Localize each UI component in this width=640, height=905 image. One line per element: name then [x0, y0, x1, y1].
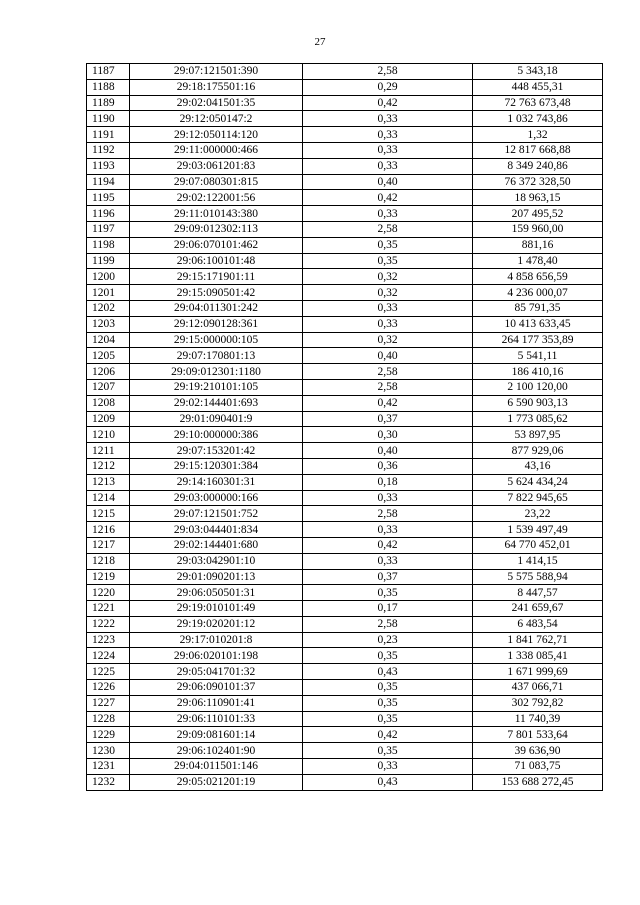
value-cell: 1 414,15	[473, 553, 603, 569]
table-row	[87, 569, 603, 585]
coefficient-cell: 0,23	[303, 632, 473, 648]
cadastral-number-cell: 29:06:110901:41	[130, 695, 303, 711]
table-row	[87, 695, 603, 711]
value-cell: 43,16	[473, 458, 603, 474]
coefficient-cell: 0,17	[303, 601, 473, 617]
coefficient-cell: 2,58	[303, 506, 473, 522]
table-row	[87, 632, 603, 648]
table-row	[87, 427, 603, 443]
value-cell: 1 338 085,41	[473, 648, 603, 664]
table-row	[87, 127, 603, 143]
table-row	[87, 379, 603, 395]
cadastral-number-cell: 29:05:041701:32	[130, 664, 303, 680]
coefficient-cell: 0,40	[303, 348, 473, 364]
value-cell: 881,16	[473, 237, 603, 253]
value-cell: 264 177 353,89	[473, 332, 603, 348]
table-row	[87, 727, 603, 743]
cadastral-number-cell: 29:02:144401:680	[130, 537, 303, 553]
cadastral-number-cell: 29:02:041501:35	[130, 95, 303, 111]
cadastral-number-cell: 29:14:160301:31	[130, 474, 303, 490]
row-number-cell: 1231	[87, 759, 130, 775]
coefficient-cell: 0,37	[303, 569, 473, 585]
table-row	[87, 316, 603, 332]
row-number-cell: 1230	[87, 743, 130, 759]
cadastral-number-cell: 29:19:020201:12	[130, 616, 303, 632]
table-row	[87, 680, 603, 696]
row-number-cell: 1192	[87, 142, 130, 158]
cadastral-number-cell: 29:12:050114:120	[130, 127, 303, 143]
row-number-cell: 1221	[87, 601, 130, 617]
value-cell: 76 372 328,50	[473, 174, 603, 190]
table-row	[87, 206, 603, 222]
table-row	[87, 601, 603, 617]
cadastral-number-cell: 29:07:080301:815	[130, 174, 303, 190]
row-number-cell: 1191	[87, 127, 130, 143]
value-cell: 53 897,95	[473, 427, 603, 443]
value-cell: 6 483,54	[473, 616, 603, 632]
row-number-cell: 1223	[87, 632, 130, 648]
value-cell: 437 066,71	[473, 680, 603, 696]
table-row	[87, 348, 603, 364]
coefficient-cell: 0,32	[303, 332, 473, 348]
coefficient-cell: 0,43	[303, 774, 473, 790]
table-row	[87, 648, 603, 664]
value-cell: 241 659,67	[473, 601, 603, 617]
row-number-cell: 1200	[87, 269, 130, 285]
row-number-cell: 1209	[87, 411, 130, 427]
value-cell: 7 822 945,65	[473, 490, 603, 506]
coefficient-cell: 0,40	[303, 174, 473, 190]
cadastral-number-cell: 29:12:090128:361	[130, 316, 303, 332]
row-number-cell: 1229	[87, 727, 130, 743]
table-row	[87, 585, 603, 601]
row-number-cell: 1196	[87, 206, 130, 222]
table-row	[87, 142, 603, 158]
cadastral-number-cell: 29:05:021201:19	[130, 774, 303, 790]
coefficient-cell: 0,33	[303, 300, 473, 316]
value-cell: 64 770 452,01	[473, 537, 603, 553]
value-cell: 5 541,11	[473, 348, 603, 364]
coefficient-cell: 0,33	[303, 490, 473, 506]
table-row	[87, 221, 603, 237]
cadastral-number-cell: 29:15:171901:11	[130, 269, 303, 285]
cadastral-number-cell: 29:07:121501:752	[130, 506, 303, 522]
cadastral-number-cell: 29:02:144401:693	[130, 395, 303, 411]
row-number-cell: 1201	[87, 285, 130, 301]
table-row	[87, 616, 603, 632]
value-cell: 4 858 656,59	[473, 269, 603, 285]
coefficient-cell: 0,33	[303, 553, 473, 569]
table-row	[87, 64, 603, 80]
coefficient-cell: 0,40	[303, 443, 473, 459]
cadastral-number-cell: 29:15:090501:42	[130, 285, 303, 301]
row-number-cell: 1218	[87, 553, 130, 569]
coefficient-cell: 0,35	[303, 253, 473, 269]
coefficient-cell: 0,33	[303, 158, 473, 174]
row-number-cell: 1225	[87, 664, 130, 680]
cadastral-number-cell: 29:10:000000:386	[130, 427, 303, 443]
value-cell: 877 929,06	[473, 443, 603, 459]
table-row	[87, 443, 603, 459]
row-number-cell: 1228	[87, 711, 130, 727]
row-number-cell: 1205	[87, 348, 130, 364]
row-number-cell: 1202	[87, 300, 130, 316]
coefficient-cell: 0,35	[303, 743, 473, 759]
coefficient-cell: 0,42	[303, 727, 473, 743]
value-cell: 4 236 000,07	[473, 285, 603, 301]
coefficient-cell: 0,33	[303, 316, 473, 332]
table-row	[87, 664, 603, 680]
cadastral-number-cell: 29:03:000000:166	[130, 490, 303, 506]
row-number-cell: 1194	[87, 174, 130, 190]
row-number-cell: 1213	[87, 474, 130, 490]
value-cell: 5 624 434,24	[473, 474, 603, 490]
cadastral-number-cell: 29:06:102401:90	[130, 743, 303, 759]
cadastral-number-cell: 29:15:120301:384	[130, 458, 303, 474]
cadastral-number-cell: 29:18:175501:16	[130, 79, 303, 95]
value-cell: 159 960,00	[473, 221, 603, 237]
coefficient-cell: 0,18	[303, 474, 473, 490]
cadastral-number-cell: 29:11:010143:380	[130, 206, 303, 222]
row-number-cell: 1216	[87, 522, 130, 538]
value-cell: 448 455,31	[473, 79, 603, 95]
table-row	[87, 285, 603, 301]
coefficient-cell: 0,30	[303, 427, 473, 443]
table-row	[87, 111, 603, 127]
cadastral-number-cell: 29:09:012302:113	[130, 221, 303, 237]
value-cell: 1 671 999,69	[473, 664, 603, 680]
table-row	[87, 506, 603, 522]
table-row	[87, 174, 603, 190]
table-row	[87, 458, 603, 474]
table-row	[87, 158, 603, 174]
cadastral-number-cell: 29:01:090201:13	[130, 569, 303, 585]
value-cell: 186 410,16	[473, 364, 603, 380]
value-cell: 8 349 240,86	[473, 158, 603, 174]
table-row	[87, 395, 603, 411]
coefficient-cell: 0,43	[303, 664, 473, 680]
cadastral-number-cell: 29:11:000000:466	[130, 142, 303, 158]
cadastral-number-cell: 29:06:110101:33	[130, 711, 303, 727]
coefficient-cell: 2,58	[303, 616, 473, 632]
coefficient-cell: 0,33	[303, 206, 473, 222]
coefficient-cell: 0,42	[303, 537, 473, 553]
value-cell: 153 688 272,45	[473, 774, 603, 790]
row-number-cell: 1208	[87, 395, 130, 411]
row-number-cell: 1232	[87, 774, 130, 790]
row-number-cell: 1217	[87, 537, 130, 553]
cadastral-number-cell: 29:06:050501:31	[130, 585, 303, 601]
table-row	[87, 253, 603, 269]
cadastral-number-cell: 29:06:100101:48	[130, 253, 303, 269]
value-cell: 7 801 533,64	[473, 727, 603, 743]
row-number-cell: 1210	[87, 427, 130, 443]
coefficient-cell: 0,36	[303, 458, 473, 474]
value-cell: 1 773 085,62	[473, 411, 603, 427]
row-number-cell: 1189	[87, 95, 130, 111]
table-row	[87, 553, 603, 569]
value-cell: 12 817 668,88	[473, 142, 603, 158]
coefficient-cell: 0,42	[303, 95, 473, 111]
coefficient-cell: 0,33	[303, 127, 473, 143]
table-row	[87, 269, 603, 285]
value-cell: 207 495,52	[473, 206, 603, 222]
row-number-cell: 1190	[87, 111, 130, 127]
row-number-cell: 1219	[87, 569, 130, 585]
coefficient-cell: 2,58	[303, 221, 473, 237]
row-number-cell: 1204	[87, 332, 130, 348]
row-number-cell: 1198	[87, 237, 130, 253]
row-number-cell: 1203	[87, 316, 130, 332]
cadastral-number-cell: 29:02:122001:56	[130, 190, 303, 206]
value-cell: 1 032 743,86	[473, 111, 603, 127]
row-number-cell: 1193	[87, 158, 130, 174]
row-number-cell: 1207	[87, 379, 130, 395]
coefficient-cell: 0,35	[303, 680, 473, 696]
row-number-cell: 1195	[87, 190, 130, 206]
coefficient-cell: 0,35	[303, 711, 473, 727]
cadastral-value-table	[86, 63, 603, 791]
table-row	[87, 364, 603, 380]
row-number-cell: 1227	[87, 695, 130, 711]
cadastral-number-cell: 29:04:011301:242	[130, 300, 303, 316]
value-cell: 85 791,35	[473, 300, 603, 316]
value-cell: 1,32	[473, 127, 603, 143]
cadastral-number-cell: 29:01:090401:9	[130, 411, 303, 427]
value-cell: 1 478,40	[473, 253, 603, 269]
value-cell: 5 575 588,94	[473, 569, 603, 585]
coefficient-cell: 0,29	[303, 79, 473, 95]
value-cell: 2 100 120,00	[473, 379, 603, 395]
value-cell: 18 963,15	[473, 190, 603, 206]
table-row	[87, 300, 603, 316]
row-number-cell: 1220	[87, 585, 130, 601]
value-cell: 71 083,75	[473, 759, 603, 775]
coefficient-cell: 0,35	[303, 585, 473, 601]
cadastral-number-cell: 29:09:081601:14	[130, 727, 303, 743]
row-number-cell: 1206	[87, 364, 130, 380]
value-cell: 23,22	[473, 506, 603, 522]
table-row	[87, 537, 603, 553]
row-number-cell: 1212	[87, 458, 130, 474]
coefficient-cell: 0,33	[303, 522, 473, 538]
table-row	[87, 332, 603, 348]
row-number-cell: 1226	[87, 680, 130, 696]
coefficient-cell: 0,42	[303, 395, 473, 411]
cadastral-number-cell: 29:19:210101:105	[130, 379, 303, 395]
table-row	[87, 774, 603, 790]
coefficient-cell: 0,33	[303, 111, 473, 127]
row-number-cell: 1222	[87, 616, 130, 632]
coefficient-cell: 0,32	[303, 285, 473, 301]
cadastral-number-cell: 29:04:011501:146	[130, 759, 303, 775]
table-row	[87, 95, 603, 111]
coefficient-cell: 2,58	[303, 364, 473, 380]
cadastral-number-cell: 29:17:010201:8	[130, 632, 303, 648]
cadastral-number-cell: 29:03:061201:83	[130, 158, 303, 174]
cadastral-number-cell: 29:12:050147:2	[130, 111, 303, 127]
cadastral-number-cell: 29:07:153201:42	[130, 443, 303, 459]
value-cell: 1 841 762,71	[473, 632, 603, 648]
coefficient-cell: 0,35	[303, 237, 473, 253]
table-row	[87, 522, 603, 538]
cadastral-number-cell: 29:06:090101:37	[130, 680, 303, 696]
table-row	[87, 237, 603, 253]
coefficient-cell: 2,58	[303, 64, 473, 80]
table-row	[87, 411, 603, 427]
coefficient-cell: 0,33	[303, 759, 473, 775]
coefficient-cell: 0,35	[303, 648, 473, 664]
cadastral-number-cell: 29:07:121501:390	[130, 64, 303, 80]
row-number-cell: 1211	[87, 443, 130, 459]
table-body	[87, 64, 603, 791]
row-number-cell: 1214	[87, 490, 130, 506]
table-row	[87, 711, 603, 727]
table-row	[87, 759, 603, 775]
coefficient-cell: 0,33	[303, 142, 473, 158]
row-number-cell: 1224	[87, 648, 130, 664]
table-row	[87, 190, 603, 206]
table-row	[87, 490, 603, 506]
table-row	[87, 474, 603, 490]
value-cell: 1 539 497,49	[473, 522, 603, 538]
cadastral-number-cell: 29:06:020101:198	[130, 648, 303, 664]
value-cell: 302 792,82	[473, 695, 603, 711]
cadastral-number-cell: 29:06:070101:462	[130, 237, 303, 253]
coefficient-cell: 0,42	[303, 190, 473, 206]
coefficient-cell: 0,35	[303, 695, 473, 711]
coefficient-cell: 0,32	[303, 269, 473, 285]
value-cell: 5 343,18	[473, 64, 603, 80]
cadastral-number-cell: 29:03:044401:834	[130, 522, 303, 538]
cadastral-number-cell: 29:07:170801:13	[130, 348, 303, 364]
row-number-cell: 1197	[87, 221, 130, 237]
value-cell: 8 447,57	[473, 585, 603, 601]
cadastral-number-cell: 29:19:010101:49	[130, 601, 303, 617]
coefficient-cell: 2,58	[303, 379, 473, 395]
row-number-cell: 1187	[87, 64, 130, 80]
cadastral-number-cell: 29:09:012301:1180	[130, 364, 303, 380]
value-cell: 39 636,90	[473, 743, 603, 759]
cadastral-number-cell: 29:03:042901:10	[130, 553, 303, 569]
page-number: 27	[314, 36, 326, 48]
value-cell: 72 763 673,48	[473, 95, 603, 111]
coefficient-cell: 0,37	[303, 411, 473, 427]
table-row	[87, 743, 603, 759]
row-number-cell: 1199	[87, 253, 130, 269]
value-cell: 6 590 903,13	[473, 395, 603, 411]
cadastral-number-cell: 29:15:000000:105	[130, 332, 303, 348]
row-number-cell: 1188	[87, 79, 130, 95]
row-number-cell: 1215	[87, 506, 130, 522]
table-row	[87, 79, 603, 95]
value-cell: 11 740,39	[473, 711, 603, 727]
value-cell: 10 413 633,45	[473, 316, 603, 332]
